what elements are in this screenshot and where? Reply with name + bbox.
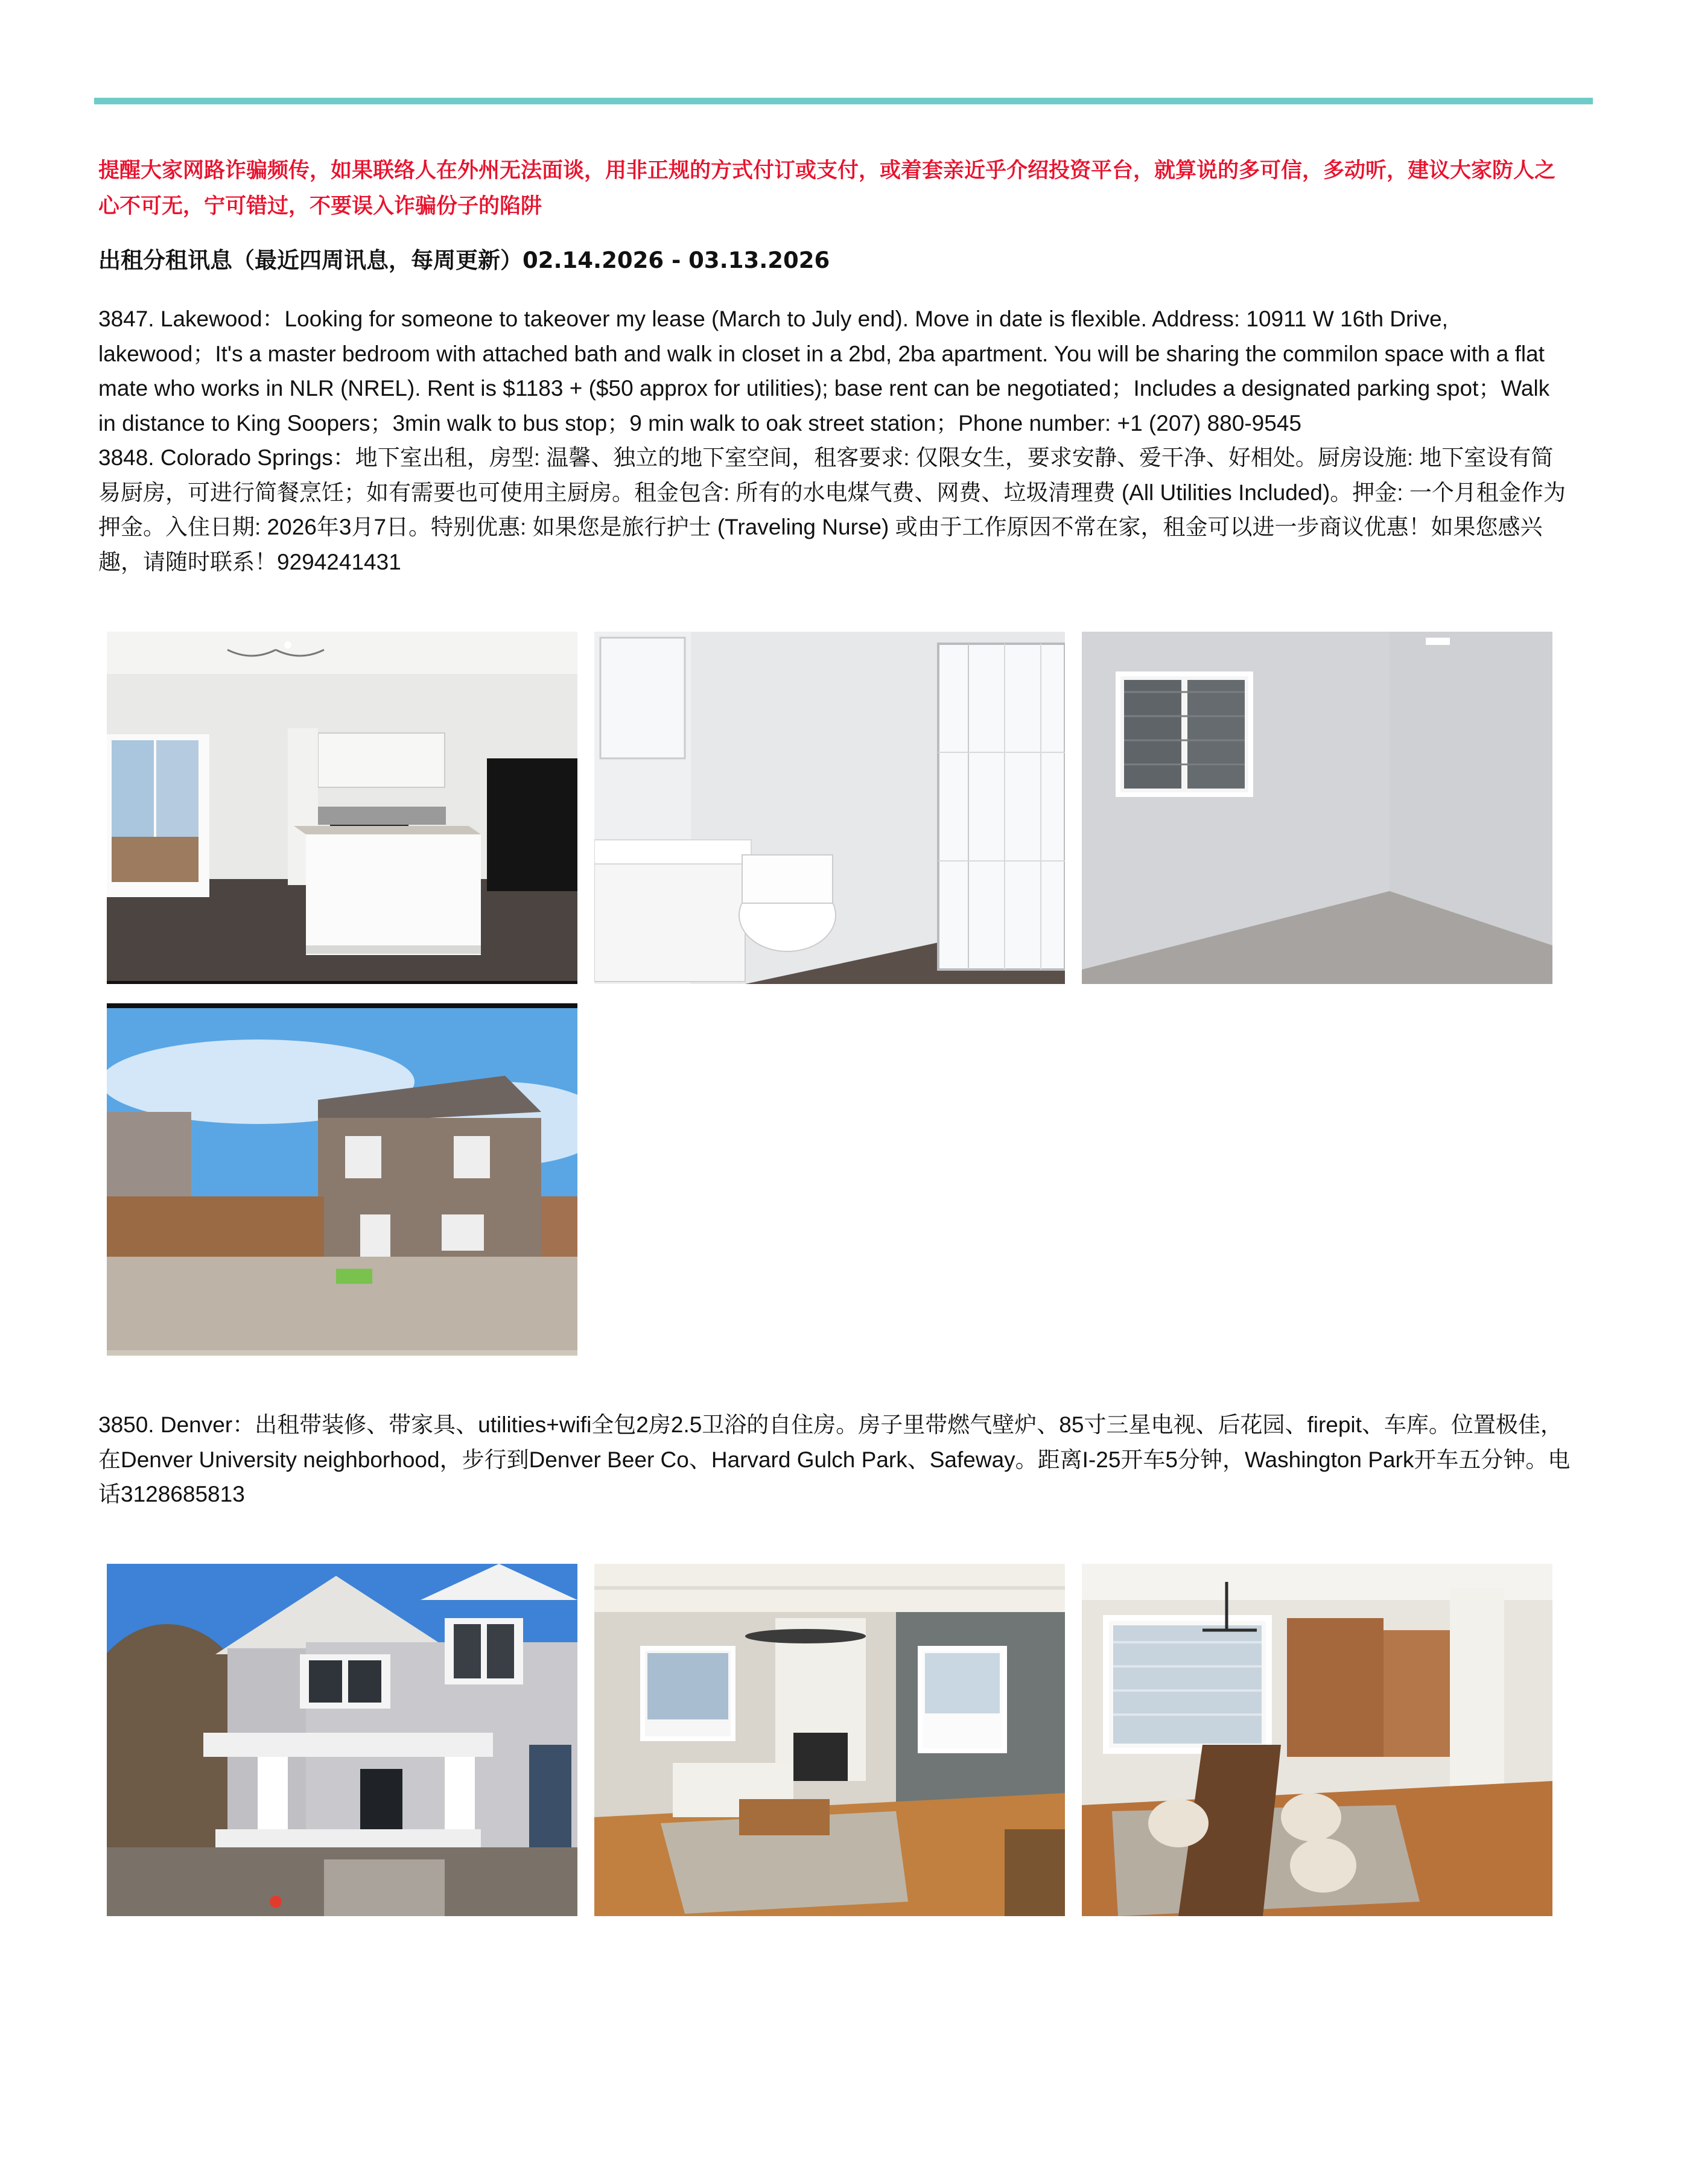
listings-block-2: [98, 1408, 1571, 1512]
dining-room-photo: [1082, 1564, 1552, 1916]
listing-3847: 3847. Lakewood：Looking for someone to takeover my lease (March to July end). Move in date is flexible. Address: 10911 W 16th Drive, lakewood；It's a master bedroom with attached bath and walk in closet in a 2bd, 2ba apartment. You will be sharing the commilon space with a flat mate who works in NLR (NREL). Rent is $1183 + ($50 approx for utilities); base rent can be negotiated；Includes a designated parking spot；Walk in distance to King Soopers；3min walk to bus stop；9 min walk to oak street station；Phone number: +1 (207) 880-9545: [98, 306, 1550, 436]
listing-3850: 3850. Denver：出租带装修、带家具、utilities+wifi全包2房2.5卫浴的自住房。房子里带燃气壁炉、85寸三星电视、后花园、firepit、车库。位置极佳，在Denver University neighborhood，步行到Denver Beer Co、Harvard Gulch Park、Safeway。距离I-25开车5分钟，Washington Park开车五分钟。电话3128685813: [98, 1412, 1571, 1506]
scam-warning-text: 提醒大家网路诈骗频传，如果联络人在外州无法面谈，用非正规的方式付订或支付，或着套亲近乎介绍投资平台，就算说的多可信，多动听，建议大家防人之心不可无，宁可错过，不要误入诈骗份子的陷阱: [98, 159, 1556, 218]
rental-listings-heading: 出租分租讯息（最近四周讯息，每周更新）02.14.2026 - 03.13.2026: [98, 247, 830, 273]
listings-block-1: [98, 302, 1571, 579]
front-porch-photo: [107, 1564, 577, 1916]
house-exterior-photo: [107, 1003, 577, 1356]
bathroom-photo: [594, 632, 1065, 984]
listing-3848: 3848. Colorado Springs：地下室出租，房型: 温馨、独立的地下室空间，租客要求: 仅限女生，要求安静、爱干净、好相处。厨房设施: 地下室设有简易厨房，可进行简餐烹饪；如有需要也可使用主厨房。租金包含: 所有的水电煤气费、网费、垃圾清理费 (All Utilities Included)。押金: 一个月租金作为押金。入住日期: 2026年3月7日。特别优惠: 如果您是旅行护士 (Traveling Nurse) 或由于工作原因不常在家，租金可以进一步商议优惠！如果您感兴趣，请随时联系！9294241431: [98, 445, 1566, 574]
header-accent-rule: [94, 98, 1593, 104]
living-room-photo: [594, 1564, 1065, 1916]
bedroom-photo: [1082, 632, 1552, 984]
kitchen-photo: [107, 632, 577, 984]
